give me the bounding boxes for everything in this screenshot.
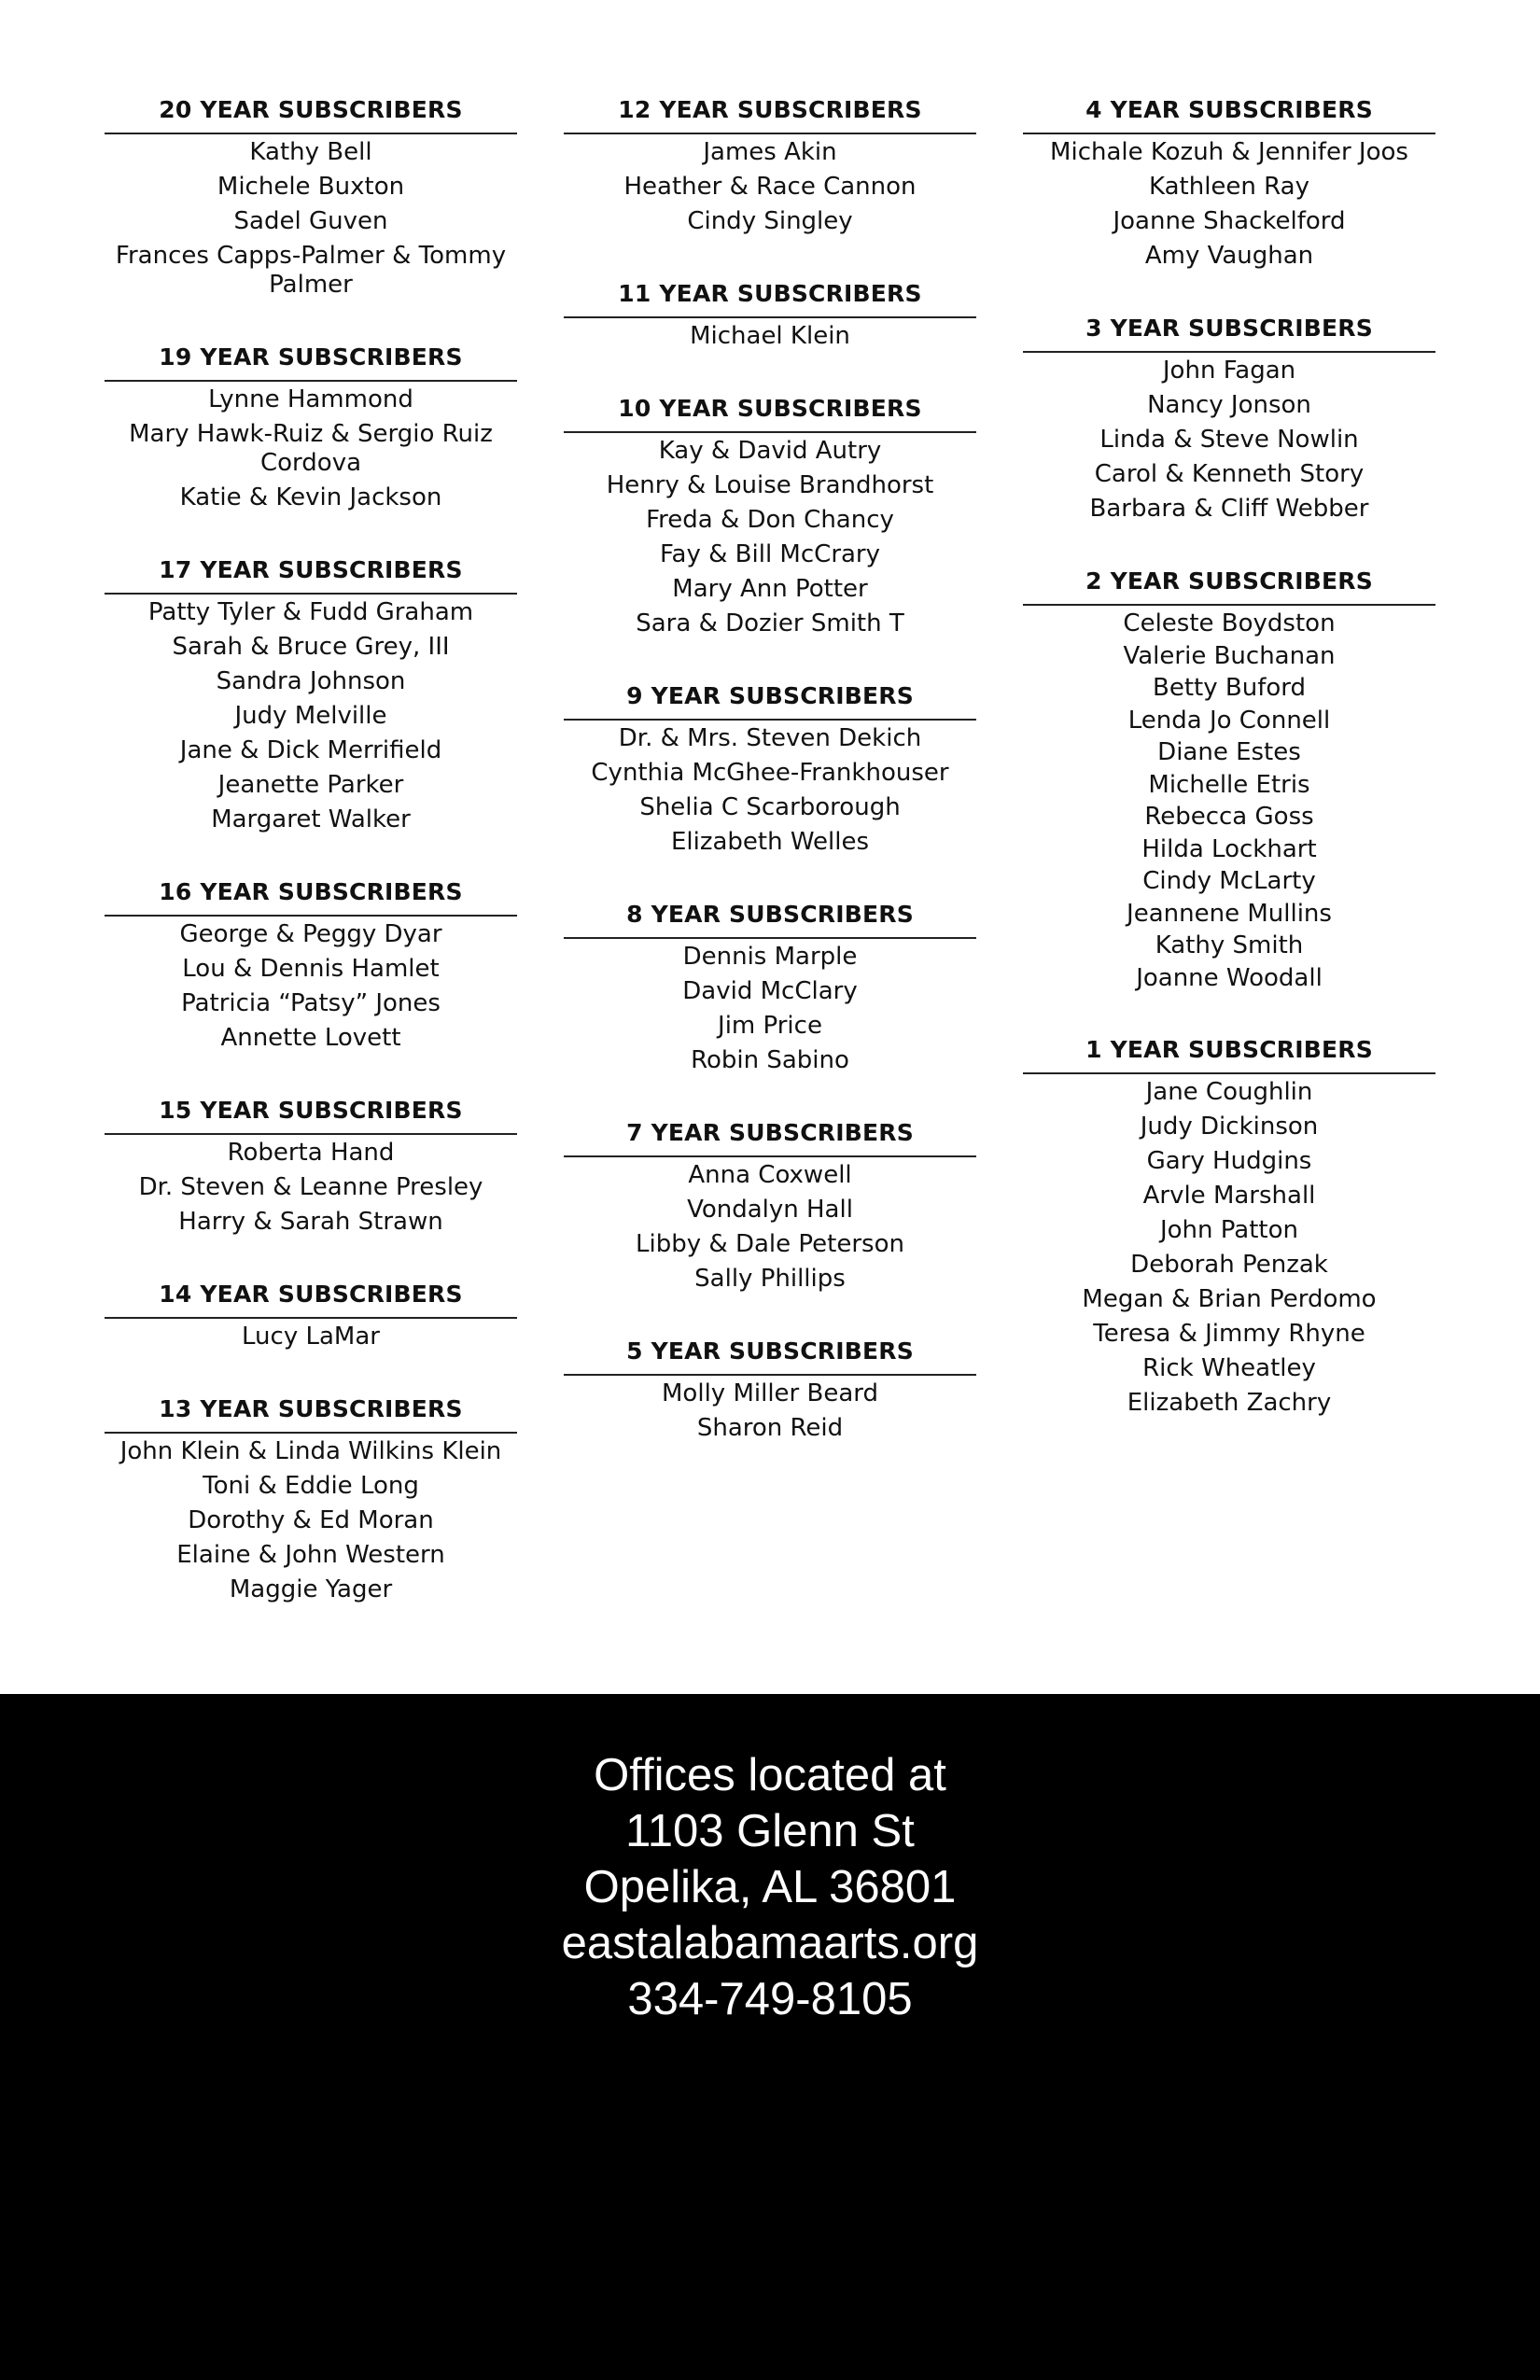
subscriber-name: Shelia C Scarborough [639,793,901,821]
section-heading: 8 YEAR SUBSCRIBERS [564,898,976,939]
section-heading: 3 YEAR SUBSCRIBERS [1023,312,1435,353]
subscriber-name-list [105,1319,517,1351]
subscriber-name: Teresa & Jimmy Rhyne [1093,1319,1365,1348]
section-heading: 7 YEAR SUBSCRIBERS [564,1116,976,1157]
subscriber-section [564,277,976,351]
section-heading: 19 YEAR SUBSCRIBERS [105,341,517,382]
subscriber-section [105,875,517,1053]
subscriber-name: Margaret Walker [211,805,411,833]
subscriber-name: David McClary [682,977,858,1005]
subscriber-name: Sally Phillips [694,1265,846,1293]
subscriber-name: Sharon Reid [696,1414,844,1442]
subscriber-name: Linda & Steve Nowlin [1099,426,1359,454]
subscriber-name: George & Peggy Dyar [179,920,442,948]
subscriber-name: Mary Ann Potter [672,575,868,603]
footer-line-website[interactable]: eastalabamaarts.org [561,1918,979,1968]
subscriber-name: James Akin [703,138,837,166]
subscriber-name-list [105,134,517,300]
subscriber-name: Michelle Etris [1148,770,1310,799]
subscriber-name: Sarah & Bruce Grey, III [172,633,450,661]
subscriber-name: Annette Lovett [220,1024,401,1052]
subscriber-name: Deborah Penzak [1130,1250,1328,1279]
section-heading: 4 YEAR SUBSCRIBERS [1023,93,1435,134]
section-heading: 1 YEAR SUBSCRIBERS [1023,1033,1435,1074]
subscriber-name: Lou & Dennis Hamlet [182,955,440,983]
subscriber-name-list [105,1434,517,1604]
section-heading: 17 YEAR SUBSCRIBERS [105,553,517,595]
subscriber-section [564,1116,976,1294]
subscriber-name: Celeste Boydston [1123,609,1336,637]
subscriber-section [1023,565,1435,992]
subscriber-name: Judy Melville [234,702,387,730]
subscriber-section [564,392,976,638]
section-heading: 15 YEAR SUBSCRIBERS [105,1094,517,1135]
subscriber-column-left [105,93,517,1645]
subscriber-section [564,679,976,857]
subscriber-name-list [105,595,517,834]
subscriber-name: Elizabeth Zachry [1127,1388,1332,1417]
subscriber-name-list [105,917,517,1053]
subscriber-name: Jeannene Mullins [1127,899,1332,928]
subscriber-name: Frances Capps-Palmer & Tommy Palmer [115,242,507,299]
subscriber-name-list [564,433,976,638]
subscriber-name: Dr. & Mrs. Steven Dekich [618,724,922,752]
section-heading: 2 YEAR SUBSCRIBERS [1023,565,1435,606]
section-heading: 10 YEAR SUBSCRIBERS [564,392,976,433]
subscriber-name: Kay & David Autry [658,437,882,465]
subscriber-name: Vondalyn Hall [687,1196,853,1224]
subscriber-section [1023,1033,1435,1418]
subscriber-name: Nancy Jonson [1147,391,1311,419]
subscriber-name: Megan & Brian Perdomo [1082,1284,1377,1313]
subscriber-name: Gary Hudgins [1146,1146,1312,1175]
subscriber-name-list [1023,134,1435,271]
subscriber-name-list [564,134,976,236]
subscriber-name: Betty Buford [1153,674,1306,702]
subscriber-name: Dorothy & Ed Moran [188,1506,434,1534]
footer-line-offices: Offices located at [594,1750,946,1800]
subscriber-name: Patty Tyler & Fudd Graham [147,598,474,626]
subscriber-name: Michale Kozuh & Jennifer Joos [1050,138,1408,166]
section-heading: 16 YEAR SUBSCRIBERS [105,875,517,917]
subscriber-name: Jeanette Parker [217,771,404,799]
footer-contact-band [0,1694,1540,2380]
footer-line-phone[interactable]: 334-749-8105 [627,1974,913,2024]
section-heading: 20 YEAR SUBSCRIBERS [105,93,517,134]
subscriber-name: Freda & Don Chancy [646,506,894,534]
subscriber-column-middle [564,93,976,1484]
subscriber-name-list [1023,606,1435,992]
subscriber-section [105,341,517,512]
subscriber-name: John Patton [1159,1215,1298,1244]
subscriber-name: Michael Klein [690,322,850,350]
subscriber-section [1023,93,1435,271]
subscriber-name: Rick Wheatley [1142,1353,1316,1382]
subscriber-name: Toni & Eddie Long [203,1472,419,1500]
subscriber-name: Harry & Sarah Strawn [178,1208,443,1236]
subscriber-name: Elaine & John Western [176,1541,445,1569]
subscriber-column-right [1023,93,1435,1459]
subscriber-name: Roberta Hand [227,1139,395,1167]
subscriber-name-list [564,721,976,857]
subscriber-name: Kathy Smith [1155,931,1304,959]
subscriber-name-list [105,1135,517,1237]
subscriber-section [105,1094,517,1237]
subscriber-name: Michele Buxton [217,173,405,201]
subscriber-name: Libby & Dale Peterson [636,1230,904,1258]
subscriber-name: Jane & Dick Merrifield [179,736,442,764]
subscriber-name: Elizabeth Welles [670,828,870,856]
subscriber-name-list [105,382,517,512]
subscriber-name-list [564,318,976,351]
footer-contact-text [0,1747,1540,2027]
subscriber-name: Hilda Lockhart [1141,834,1317,863]
subscriber-name: Rebecca Goss [1144,803,1314,831]
subscriber-name: Robin Sabino [691,1046,849,1074]
subscriber-name: Henry & Louise Brandhorst [606,471,934,499]
subscriber-name: Barbara & Cliff Webber [1089,495,1369,523]
subscriber-name-list [564,939,976,1075]
subscriber-name: Sara & Dozier Smith T [636,609,904,637]
subscriber-name: Judy Dickinson [1140,1112,1319,1141]
subscriber-section [105,93,517,300]
subscriber-section [105,553,517,834]
subscriber-name: Jane Coughlin [1145,1077,1313,1106]
subscriber-name: John Fagan [1162,357,1296,385]
subscriber-name: Mary Hawk-Ruiz & Sergio Ruiz Cordova [129,420,493,477]
footer-line-street: 1103 Glenn St [625,1806,915,1856]
subscriber-section [1023,312,1435,524]
subscriber-name: Lucy LaMar [242,1323,380,1351]
subscriber-name: Sandra Johnson [216,667,406,695]
subscriber-name: Joanne Shackelford [1113,207,1346,235]
subscriber-name: Fay & Bill McCrary [659,540,881,568]
subscriber-name: Lenda Jo Connell [1127,706,1331,735]
subscriber-name-list [564,1376,976,1443]
subscriber-name: Dr. Steven & Leanne Presley [138,1173,483,1201]
section-heading: 9 YEAR SUBSCRIBERS [564,679,976,721]
subscriber-name: Jim Price [718,1012,822,1040]
subscriber-section [564,898,976,1075]
subscriber-name: Carol & Kenneth Story [1094,460,1365,488]
subscriber-section [564,1335,976,1443]
subscriber-name: Sadel Guven [233,207,388,235]
subscriber-name: Diane Estes [1157,738,1301,766]
subscriber-name: Cindy McLarty [1142,867,1316,895]
subscriber-name: Patricia “Patsy” Jones [181,989,441,1017]
section-heading: 12 YEAR SUBSCRIBERS [564,93,976,134]
section-heading: 5 YEAR SUBSCRIBERS [564,1335,976,1376]
subscriber-name: Kathleen Ray [1149,173,1309,201]
subscriber-name: Cindy Singley [687,207,853,235]
subscriber-name-list [564,1157,976,1294]
subscriber-name: Amy Vaughan [1144,242,1314,270]
section-heading: 13 YEAR SUBSCRIBERS [105,1393,517,1434]
subscriber-name: Anna Coxwell [688,1161,852,1189]
subscriber-name: Joanne Woodall [1136,963,1323,992]
subscriber-name: Heather & Race Cannon [623,173,917,201]
subscriber-name: John Klein & Linda Wilkins Klein [119,1437,502,1465]
subscriber-name-list [1023,1074,1435,1418]
subscriber-name: Molly Miller Beard [662,1379,878,1407]
subscriber-name: Kathy Bell [249,138,372,166]
subscriber-section [564,93,976,236]
subscriber-name: Dennis Marple [682,943,858,971]
subscriber-name: Lynne Hammond [208,385,413,413]
footer-line-city: Opelika, AL 36801 [583,1862,957,1912]
subscriber-name: Valerie Buchanan [1123,641,1336,670]
section-heading: 11 YEAR SUBSCRIBERS [564,277,976,318]
subscriber-name: Maggie Yager [229,1575,393,1603]
subscriber-name: Katie & Kevin Jackson [179,483,442,511]
subscriber-section [105,1393,517,1604]
section-heading: 14 YEAR SUBSCRIBERS [105,1278,517,1319]
subscriber-name: Arvle Marshall [1142,1181,1316,1210]
subscriber-section [105,1278,517,1351]
subscriber-name: Cynthia McGhee-Frankhouser [591,759,949,787]
subscriber-name-list [1023,353,1435,524]
